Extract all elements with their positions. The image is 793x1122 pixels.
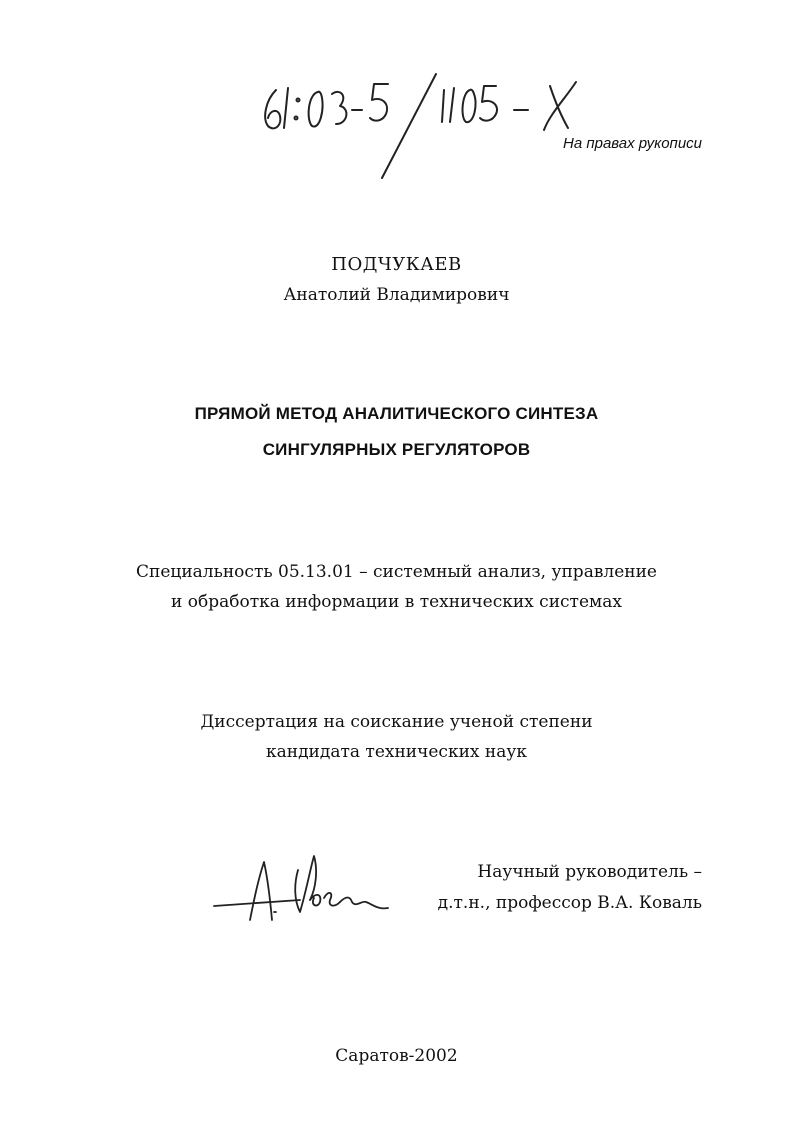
- dissertation-title-line-1: ПРЯМОЙ МЕТОД АНАЛИТИЧЕСКОГО СИНТЕЗА: [194, 404, 599, 423]
- specialty-line-1: Специальность 05.13.01 – системный анализ, управление: [136, 562, 657, 582]
- supervisor-line-1: Научный руководитель –: [477, 862, 702, 882]
- author-signature: [210, 840, 395, 935]
- specialty-line-2: и обработка информации в технических системах: [171, 592, 622, 612]
- supervisor-line-2: д.т.н., профессор В.А. Коваль: [437, 893, 702, 913]
- degree-line-1: Диссертация на соискание ученой степени: [200, 712, 593, 732]
- rights-note: На правах рукописи: [563, 135, 702, 152]
- dissertation-title-line-2: СИНГУЛЯРНЫХ РЕГУЛЯТОРОВ: [262, 440, 531, 459]
- author-surname: ПОДЧУКАЕВ: [331, 254, 462, 275]
- author-given-names: Анатолий Владимирович: [283, 285, 510, 305]
- place-year: Саратов-2002: [335, 1046, 458, 1066]
- degree-line-2: кандидата технических наук: [265, 742, 527, 762]
- handwritten-archive-number: [258, 70, 598, 190]
